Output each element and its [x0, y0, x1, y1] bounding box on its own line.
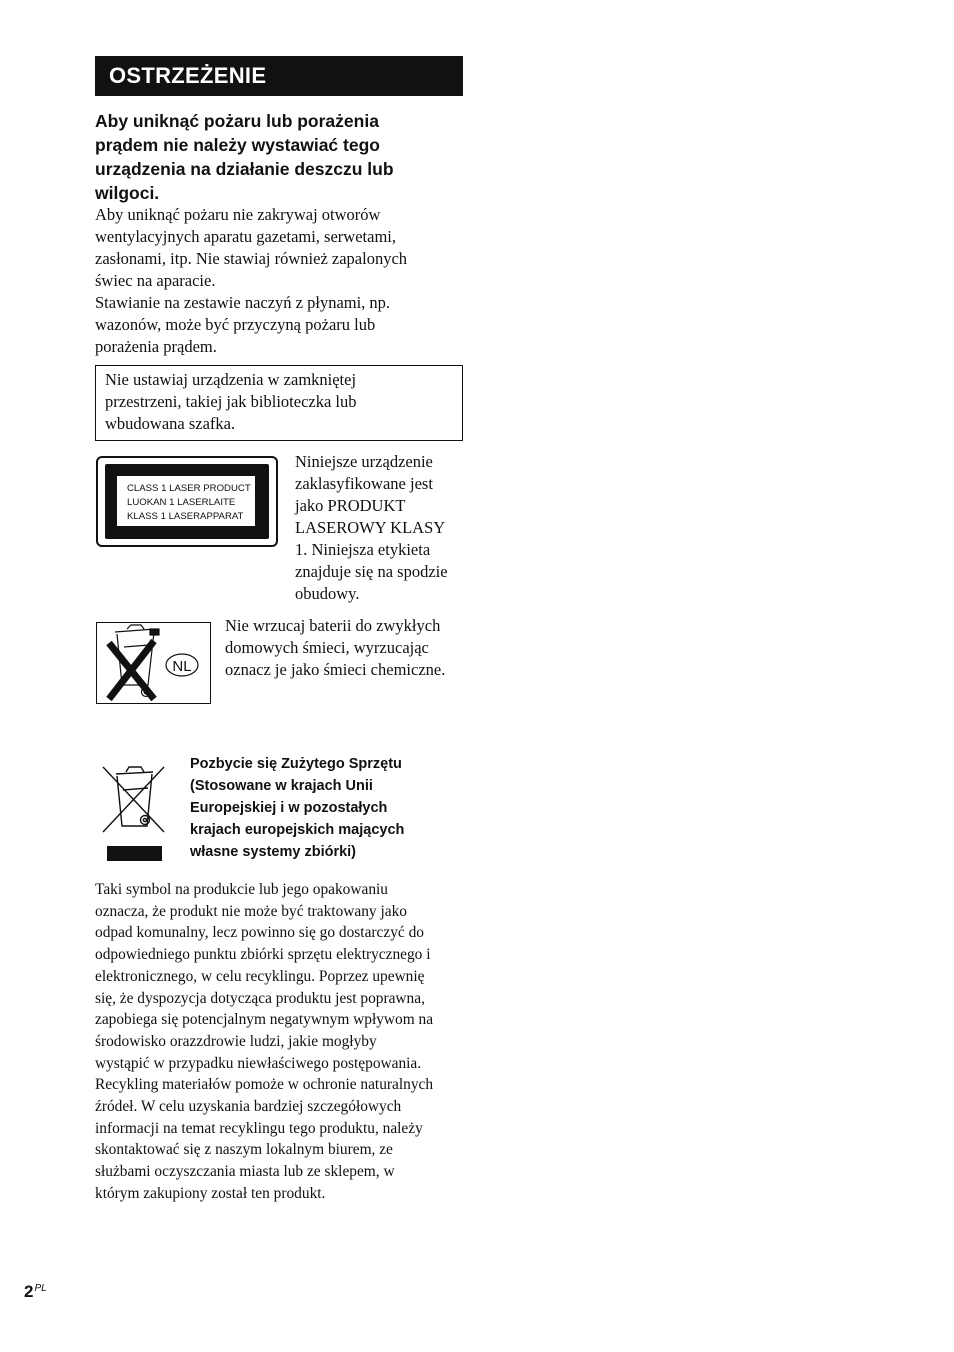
note-line: przestrzeni, takiej jak biblioteczka lub — [105, 392, 357, 411]
heading-line: urządzenia na działanie deszczu lub — [95, 159, 394, 179]
laser-text-line: obudowy. — [295, 584, 360, 603]
battery-badge: NL — [172, 658, 192, 675]
note-line: Nie ustawiaj urządzenia w zamkniętej — [105, 370, 357, 389]
paragraph-line: wazonów, może być przyczyną pożaru lub — [95, 315, 376, 334]
paragraph-line: wentylacyjnych aparatu gazetami, serwetami, — [95, 227, 396, 246]
weee-body-line: którym zakupiony został ten produkt. — [95, 1184, 326, 1202]
laser-label-line: LUOKAN 1 LASERLAITE — [127, 497, 236, 508]
weee-body-line: wystąpić w przypadku niewłaściwego postępowania. — [95, 1054, 422, 1072]
enclosure-note-box — [95, 365, 463, 441]
battery-text-line: domowych śmieci, wyrzucając — [225, 638, 429, 657]
weee-body-line: służbami oczyszczania miasta lub ze sklepem, w — [95, 1163, 395, 1181]
laser-text-line: znajduje się na spodzie — [295, 562, 448, 581]
paragraph-line: zasłonami, itp. Nie stawiaj również zapalonych — [95, 249, 408, 268]
laser-label-plate — [117, 476, 255, 526]
battery-text-line: Nie wrzucaj baterii do zwykłych — [225, 616, 441, 635]
paragraph-line: Aby uniknąć pożaru nie zakrywaj otworów — [95, 205, 381, 224]
weee-body — [95, 879, 467, 1205]
laser-class-label — [96, 456, 278, 547]
heading-line: wilgoci. — [95, 183, 160, 203]
weee-body-line: źródeł. W celu uzyskania bardziej szczegółowych — [95, 1098, 402, 1116]
page-folio — [24, 1282, 47, 1302]
weee-body-line: zapobiega się potencjalnym negatywnym wpływom na — [95, 1011, 434, 1029]
heading-line: prądem nie należy wystawiać tego — [95, 135, 380, 155]
laser-label-line: KLASS 1 LASERAPPARAT — [127, 511, 244, 522]
laser-text-line: zaklasyfikowane jest — [295, 474, 433, 493]
heading-line: Aby uniknąć pożaru lub porażenia — [95, 111, 379, 131]
battery-text-line: oznacz je jako śmieci chemiczne. — [225, 660, 446, 679]
laser-label-line: CLASS 1 LASER PRODUCT — [127, 483, 251, 494]
weee-title-line: własne systemy zbiórki) — [190, 844, 357, 860]
paragraph-line: porażenia prądem. — [95, 337, 217, 356]
paragraph-line: świec na aparacie. — [95, 271, 216, 290]
weee-title-line: Europejskiej i w pozostałych — [190, 800, 388, 816]
laser-text-line: jako PRODUKT — [295, 496, 406, 515]
weee-body-line: skontaktować się z naszym lokalnym biurem, ze — [95, 1141, 393, 1159]
laser-text-line: Niniejsze urządzenie — [295, 452, 433, 471]
weee-body-line: odpad komunalny, lecz powinno się go dostarczyć do — [95, 924, 424, 942]
paragraph-line: Stawianie na zestawie naczyń z płynami, np. — [95, 293, 391, 312]
laser-description — [295, 451, 470, 605]
weee-title-line: (Stosowane w krajach Unii — [190, 778, 373, 794]
weee-title — [190, 753, 455, 863]
page-number: 2 — [24, 1282, 34, 1301]
laser-text-line: LASEROWY KLASY — [295, 518, 446, 537]
warning-title: OSTRZEŻENIE — [109, 63, 267, 88]
battery-description — [225, 615, 475, 681]
weee-body-line: odpowiedniego punktu zbiórki sprzętu elektrycznego i — [95, 946, 431, 964]
warning-title-banner — [95, 56, 463, 96]
weee-body-line: informacji na temat recyklingu tego produktu, należy — [95, 1119, 423, 1137]
laser-text-line: 1. Niniejsza etykieta — [295, 540, 431, 559]
ventilation-paragraph — [95, 204, 467, 292]
weee-title-line: krajach europejskich mających — [190, 822, 405, 838]
weee-body-line: elektronicznego, w celu recyklingu. Poprzez upewnię — [95, 967, 425, 985]
warning-heading — [95, 109, 467, 205]
battery-disposal-symbol — [96, 622, 211, 704]
weee-body-line: środowisko orazzdrowie ludzi, jakie mogłyby — [95, 1032, 377, 1050]
language-code: PL — [34, 1283, 47, 1294]
liquids-paragraph — [95, 292, 467, 358]
weee-body-line: Recykling materiałów pomoże w ochronie naturalnych — [95, 1076, 434, 1094]
weee-crossed-bin-icon — [98, 762, 170, 862]
weee-body-line: Taki symbol na produkcie lub jego opakowaniu — [95, 881, 388, 898]
weee-body-line: oznacza, że produkt nie może być traktowany jako — [95, 902, 407, 920]
laser-label-border — [105, 464, 269, 539]
weee-body-line: się, że dyspozycja dotycząca produktu jest poprawna, — [95, 989, 425, 1007]
crossed-bin-icon — [97, 623, 210, 703]
note-line: wbudowana szafka. — [105, 414, 236, 433]
weee-title-line: Pozbycie się Zużytego Sprzętu — [190, 756, 402, 772]
